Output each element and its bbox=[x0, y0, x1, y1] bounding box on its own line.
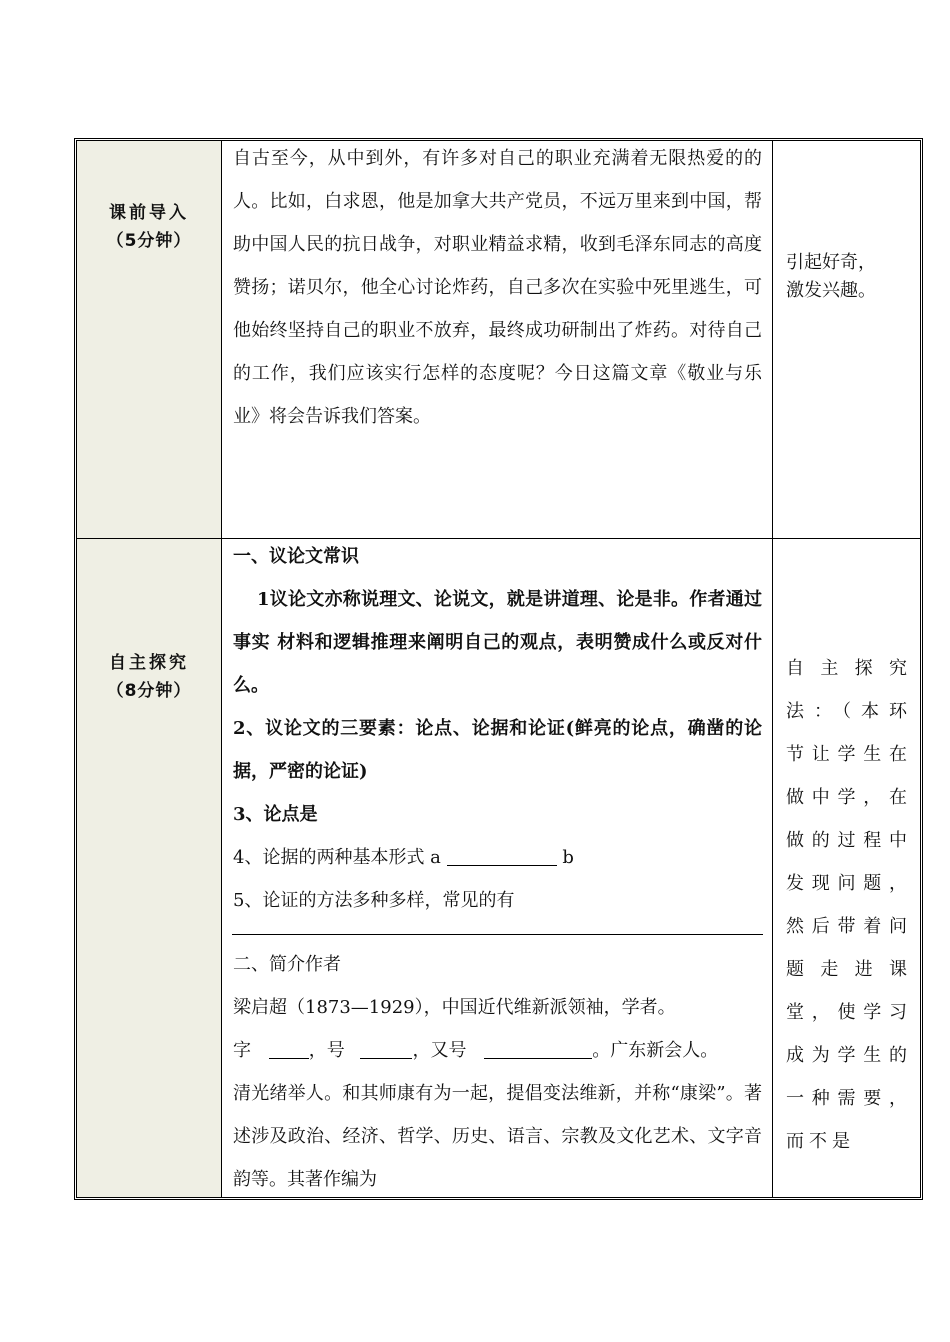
answer-blank-a[interactable] bbox=[447, 847, 557, 866]
alt-name-blank[interactable] bbox=[484, 1040, 592, 1059]
explore-text bbox=[233, 535, 762, 1201]
evidence-forms-label: 4、论据的两种基本形式 a bbox=[233, 847, 441, 868]
table-row-explore bbox=[77, 539, 920, 1197]
evidence-forms-item bbox=[233, 836, 762, 879]
intent-note-line2: 激发兴趣。 bbox=[786, 280, 876, 301]
method-cell bbox=[774, 539, 920, 1197]
section-title-essay-basics: 一、议论文常识 bbox=[233, 546, 359, 567]
intent-note bbox=[786, 249, 912, 305]
section-title-author: 二、简介作者 bbox=[233, 954, 341, 975]
intent-cell bbox=[774, 141, 920, 538]
intro-paragraph: 自古至今，从中到外，有许多对自己的职业充满着无限热爱的的人。比如，白求恩，他是加拿大共产党员，不远万里来到中国，帮助中国人民的抗日战争，对职业精益求精，收到毛泽东同志的高度赞扬；诺贝尔，他全心讨论炸药，自己多次在实验中死里逃生，可他始终坚持自己的职业不放弃，最终成功研制出了炸药。对待自己的工作，我们应该实行怎样的态度呢？今日这篇文章《敬业与乐业》将会告诉我们答案。 bbox=[233, 148, 762, 427]
art-name-blank[interactable] bbox=[360, 1040, 412, 1059]
answer-line[interactable] bbox=[232, 934, 763, 935]
stage-label bbox=[77, 649, 221, 705]
method-note: 自主探究法：（本环节让学生在做中学，在做的过程中发现问题，然后带着问题走进课堂，使学习成为学生的一种需要，而不是 bbox=[786, 658, 912, 1152]
activity-cell bbox=[223, 539, 773, 1197]
stage-title: 课前导入 bbox=[109, 203, 189, 223]
stage-label bbox=[77, 199, 221, 255]
hometown-text: 。广东新会人。 bbox=[592, 1040, 719, 1061]
stage-cell bbox=[77, 141, 222, 538]
intro-text bbox=[233, 137, 762, 438]
art-name-label: ，号 bbox=[308, 1040, 345, 1061]
stage-duration: （5分钟） bbox=[106, 231, 192, 251]
stage-title: 自主探究 bbox=[109, 653, 189, 673]
thesis-prompt: 3、论点是 bbox=[233, 804, 318, 825]
stage-duration: （8分钟） bbox=[106, 681, 192, 701]
courtesy-name-label: 字 bbox=[233, 1040, 251, 1061]
argument-methods-item: 5、论证的方法多种多样，常见的有 bbox=[233, 890, 515, 911]
author-bio: 清光绪举人。和其师康有为一起，提倡变法维新，并称“康梁”。著述涉及政治、经济、哲学、历史、语言、宗教及文化艺术、文字音韵等。其著作编为 bbox=[233, 1083, 762, 1190]
author-intro-line1: 梁启超（1873—1929），中国近代维新派领袖，学者。 bbox=[233, 997, 676, 1018]
lesson-plan-table bbox=[76, 140, 921, 1198]
essay-definition: 1议论文亦称说理文、论说文，就是讲道理、论是非。作者通过事实 材料和逻辑推理来阐明自己的观点，表明赞成什么或反对什么。 bbox=[233, 589, 762, 696]
courtesy-name-blank[interactable] bbox=[269, 1040, 309, 1059]
essay-three-elements: 2、议论文的三要素：论点、论据和论证(鲜亮的论点，确凿的论据，严密的论证) bbox=[233, 718, 762, 782]
evidence-forms-b: b bbox=[562, 847, 574, 868]
table-row-intro bbox=[77, 141, 920, 539]
stage-cell bbox=[77, 539, 222, 1197]
intent-note-line1: 引起好奇， bbox=[786, 252, 876, 273]
activity-cell bbox=[223, 141, 773, 538]
author-names-line bbox=[233, 1029, 762, 1072]
alt-name-label: ，又号 bbox=[412, 1040, 467, 1061]
